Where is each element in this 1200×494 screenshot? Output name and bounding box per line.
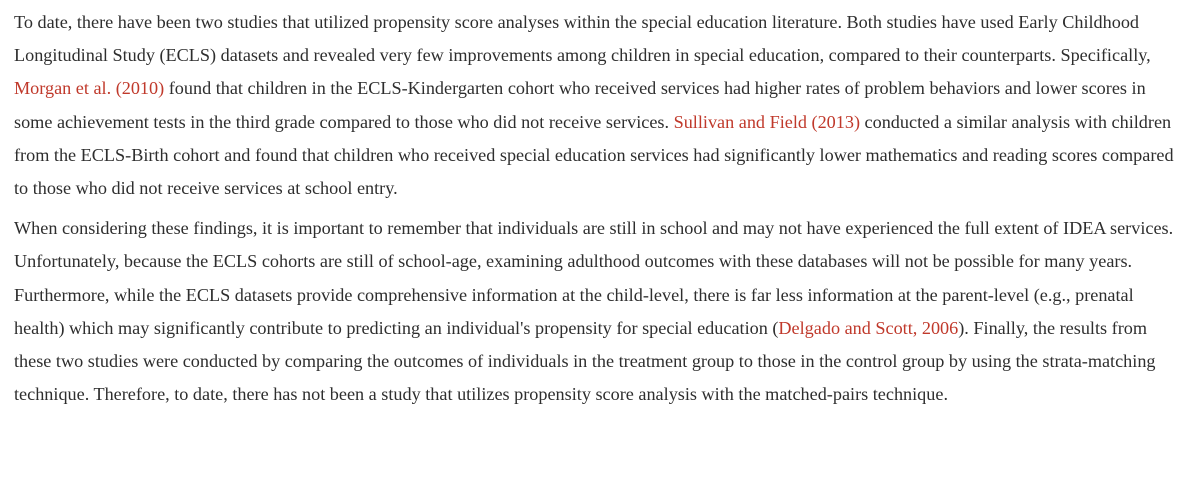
paragraph-text: found that children in the ECLS-Kindergarten cohort who received services had higher rates of problem behaviors and lower scores in some achievement tests in the third grade compared to those who did not receive services. — [14, 78, 1146, 132]
citation-link-morgan-2010[interactable]: Morgan et al. (2010) — [14, 78, 165, 99]
paragraph-1 — [14, 6, 1186, 205]
paragraph-text: When considering these findings, it is important to remember that individuals are still in school and may not have experienced the full extent of IDEA services. Unfortunately, because the ECLS cohorts are still of school-age, examining adulthood outcomes with these databases will not be possible for many years. Furthermore, while the ECLS datasets provide comprehensive information at the child-level, there is far less information at the parent-level (e.g., prenatal health) which may significantly contribute to predicting an individual's propensity for special education ( — [14, 218, 1174, 338]
citation-link-sullivan-field-2013[interactable]: Sullivan and Field (2013) — [673, 111, 860, 132]
paragraph-2 — [14, 212, 1186, 411]
paragraph-text: conducted a similar analysis with children from the ECLS-Birth cohort and found that children who received special education services had significantly lower mathematics and reading scores compared to those who did not receive services at school entry. — [14, 111, 1174, 199]
paragraph-text: To date, there have been two studies that utilized propensity score analyses within the special education literature. Both studies have used Early Childhood Longitudinal Study (ECLS) datasets and revealed very few improvements among children in special education, compared to their counterparts. Specifically, — [14, 12, 1151, 66]
citation-link-delgado-scott-2006[interactable]: Delgado and Scott, 2006 — [778, 317, 959, 338]
paragraph-text: ). Finally, the results from these two studies were conducted by comparing the outcomes of individuals in the treatment group to those in the control group by using the strata-matching technique. Therefore, to date, there has not been a study that utilizes propensity score analysis with the matched-pairs technique. — [14, 317, 1156, 405]
